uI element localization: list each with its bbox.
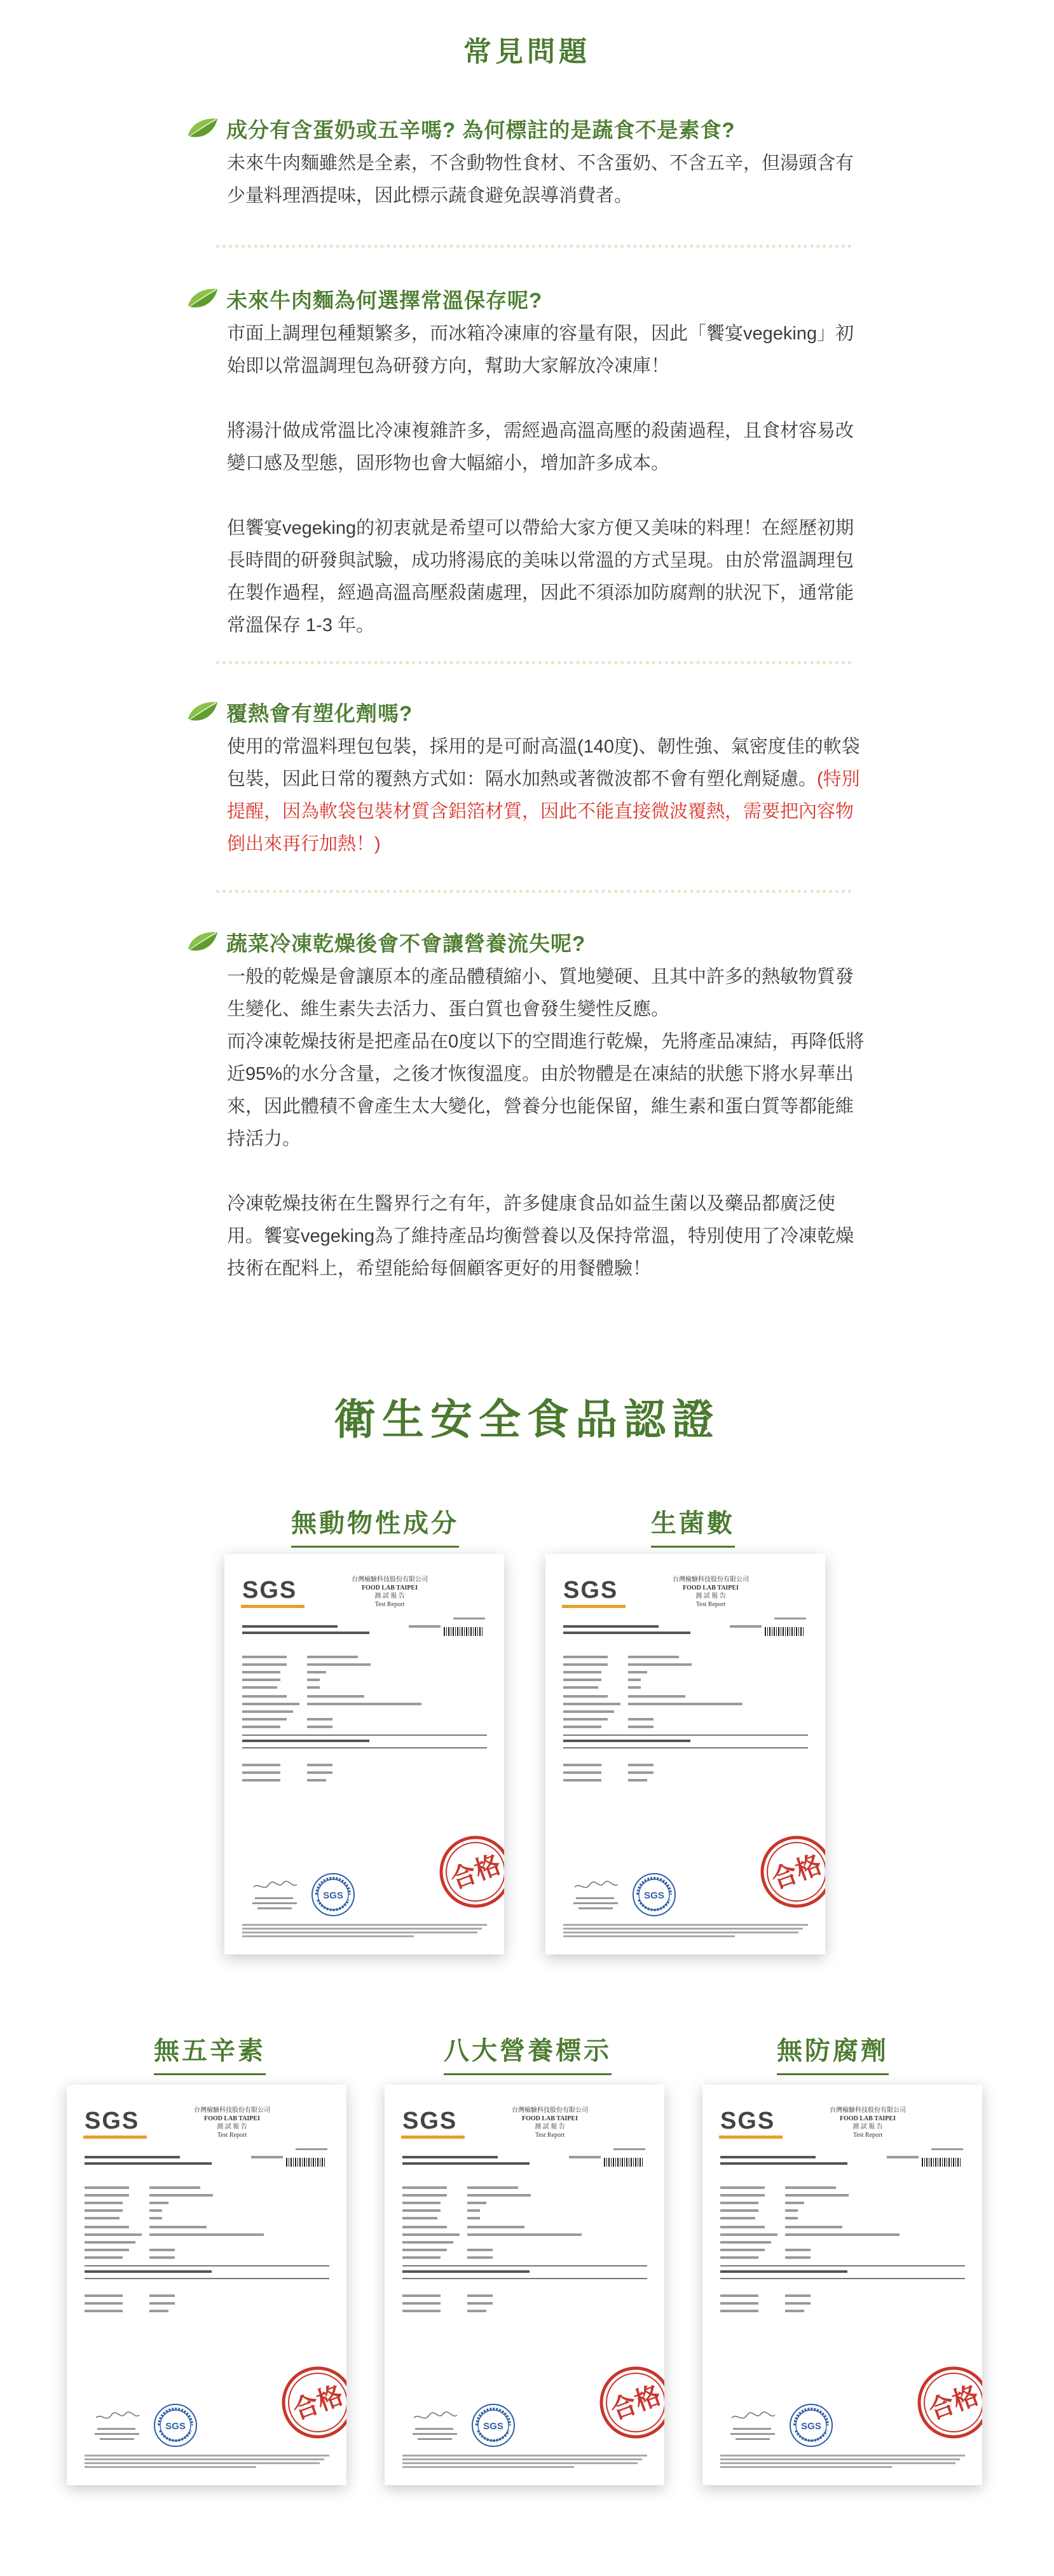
sgs-logo: SGS bbox=[242, 1577, 298, 1604]
report-barcode bbox=[604, 2158, 643, 2167]
report-divider bbox=[242, 1747, 487, 1748]
report-divider bbox=[85, 2265, 329, 2266]
report-field-value bbox=[628, 1671, 647, 1673]
report-field-label bbox=[402, 2294, 441, 2297]
report-barcode bbox=[286, 2158, 325, 2167]
report-field-value bbox=[467, 2249, 493, 2251]
report-field-value bbox=[467, 2226, 524, 2228]
report-text-line bbox=[563, 1740, 690, 1742]
report-text-line bbox=[85, 2156, 180, 2158]
sgs-logo-bar bbox=[241, 1605, 305, 1608]
report-text-line bbox=[251, 2156, 283, 2158]
faq-question: 覆熱會有塑化劑嗎? bbox=[226, 701, 413, 725]
report-divider bbox=[402, 2265, 647, 2266]
report-field-value bbox=[149, 2249, 175, 2251]
report-field-label bbox=[85, 2241, 135, 2244]
report-field-value bbox=[785, 2217, 798, 2219]
page-number-line bbox=[931, 2148, 963, 2150]
report-divider bbox=[85, 2278, 329, 2279]
report-field-label bbox=[85, 2302, 123, 2305]
report-field-label bbox=[242, 1779, 280, 1782]
dotted-divider bbox=[216, 890, 852, 893]
report-field-label bbox=[720, 2186, 765, 2189]
report-field-label bbox=[563, 1695, 608, 1698]
cert-label: 無動物性成分 bbox=[280, 1503, 470, 1548]
report-field-label bbox=[85, 2202, 123, 2204]
report-field-label bbox=[402, 2310, 441, 2312]
report-field-label bbox=[563, 1779, 601, 1782]
report-field-value bbox=[149, 2233, 264, 2236]
report-field-value bbox=[628, 1718, 654, 1721]
sgs-seal-icon bbox=[153, 2402, 198, 2448]
report-text-line bbox=[720, 2162, 847, 2165]
report-text-line bbox=[563, 1625, 659, 1628]
report-field-label bbox=[242, 1710, 293, 1713]
test-report-document-1[interactable] bbox=[224, 1554, 504, 1954]
report-text-line bbox=[85, 2270, 212, 2273]
report-field-value bbox=[149, 2202, 168, 2204]
report-field-label bbox=[242, 1718, 287, 1721]
report-field-label bbox=[563, 1686, 598, 1689]
faq-item-4 bbox=[183, 923, 876, 1285]
report-field-label bbox=[402, 2256, 441, 2259]
report-field-label bbox=[720, 2194, 765, 2197]
report-divider bbox=[563, 1734, 808, 1736]
report-field-label bbox=[85, 2209, 123, 2212]
faq-answer bbox=[227, 731, 869, 861]
report-field-value bbox=[149, 2256, 175, 2259]
svg-text:合格: 合格 bbox=[289, 2380, 347, 2426]
report-field-label bbox=[563, 1703, 620, 1705]
report-field-label bbox=[720, 2209, 758, 2212]
report-field-label bbox=[720, 2310, 758, 2312]
pass-stamp-icon bbox=[598, 2364, 664, 2441]
signature-image bbox=[250, 1878, 301, 1916]
report-footer bbox=[720, 2455, 965, 2470]
test-report-document-3[interactable] bbox=[67, 2085, 346, 2485]
report-field-value bbox=[785, 2194, 849, 2197]
report-field-value bbox=[785, 2233, 900, 2236]
report-field-value bbox=[307, 1771, 332, 1774]
report-field-label bbox=[402, 2302, 441, 2305]
faq-section-title: 常見問題 bbox=[463, 36, 591, 67]
report-field-label bbox=[563, 1718, 608, 1721]
faq-answer: 但饗宴vegeking的初衷就是希望可以帶給大家方便又美味的料理！在經歷初期長時間的研發與試驗，成功將湯底的美味以常溫的方式呈現。由於常溫調理包在製作過程，經過高溫高壓殺菌處理，因此不須添加防腐劑的狀況下，通常能常溫保存 1-3 年。 bbox=[227, 518, 854, 636]
report-field-label bbox=[242, 1695, 287, 1698]
report-field-value bbox=[307, 1671, 326, 1673]
report-field-label bbox=[242, 1771, 280, 1774]
report-field-value bbox=[307, 1686, 320, 1689]
report-text-line bbox=[720, 2270, 847, 2273]
report-text-line bbox=[720, 2156, 816, 2158]
sgs-seal-icon bbox=[631, 1872, 677, 1918]
svg-text:SGS: SGS bbox=[483, 2421, 503, 2432]
faq-question: 蔬菜冷凍乾燥後會不會讓營養流失呢? bbox=[226, 931, 586, 955]
report-field-value bbox=[467, 2256, 493, 2259]
report-text-line bbox=[242, 1632, 369, 1634]
report-text-line bbox=[887, 2156, 919, 2158]
report-barcode bbox=[922, 2158, 961, 2167]
leaf-icon bbox=[186, 700, 220, 724]
signature-image bbox=[571, 1878, 622, 1916]
report-field-value bbox=[467, 2186, 518, 2189]
faq-answer: 一般的乾燥是會讓原本的產品體積縮小、質地變硬、且其中許多的熱敏物質發生變化、維生素失去活力、蛋白質也會發生變性反應。 bbox=[227, 967, 854, 1019]
svg-text:SGS: SGS bbox=[801, 2421, 821, 2432]
faq-answer-text: 使用的常溫料理包包裝，採用的是可耐高溫(140度)、韌性強、氣密度佳的軟袋包裝，因此日常的覆熱方式如：隔水加熱或著微波都不會有塑化劑疑慮。 bbox=[227, 737, 860, 789]
report-field-label bbox=[85, 2226, 129, 2228]
report-text-line bbox=[563, 1632, 690, 1634]
page-number-line bbox=[774, 1618, 806, 1619]
page-number-line bbox=[296, 2148, 327, 2150]
report-field-value bbox=[307, 1718, 332, 1721]
report-field-value bbox=[307, 1663, 371, 1666]
sgs-seal-icon bbox=[788, 2402, 834, 2448]
report-field-label bbox=[85, 2233, 142, 2236]
report-field-label bbox=[402, 2202, 441, 2204]
report-field-label bbox=[563, 1726, 601, 1728]
report-field-label bbox=[563, 1663, 608, 1666]
report-field-label bbox=[402, 2226, 447, 2228]
report-field-label bbox=[242, 1703, 299, 1705]
report-field-value bbox=[785, 2209, 798, 2212]
report-field-value bbox=[307, 1726, 332, 1728]
sgs-seal-icon bbox=[310, 1872, 356, 1918]
report-field-label bbox=[242, 1663, 287, 1666]
report-field-label bbox=[402, 2209, 441, 2212]
report-field-label bbox=[402, 2249, 447, 2251]
report-field-label bbox=[720, 2202, 758, 2204]
report-field-label bbox=[85, 2249, 129, 2251]
faq-answer: 冷凍乾燥技術在生醫界行之有年，許多健康食品如益生菌以及藥品都廣泛使用。饗宴vegeking為了維持產品均衡營養以及保持常溫，特別使用了冷凍乾燥技術在配料上，希望能給每個顧客更好的用餐體驗！ bbox=[227, 1194, 854, 1279]
report-field-label bbox=[402, 2194, 447, 2197]
report-field-value bbox=[628, 1679, 641, 1681]
svg-text:合格: 合格 bbox=[606, 2380, 665, 2426]
svg-text:SGS: SGS bbox=[644, 1890, 664, 1901]
report-field-value bbox=[149, 2186, 200, 2189]
leaf-icon bbox=[186, 116, 220, 140]
report-field-value bbox=[467, 2302, 493, 2305]
report-field-value bbox=[149, 2217, 162, 2219]
report-field-label bbox=[402, 2217, 437, 2219]
warning-note: (特別提醒，因為軟袋包裝材質含鋁箔材質，因此不能直接微波覆熱，需要把內容物倒出來再行加熱！) bbox=[227, 769, 860, 854]
faq-question: 成分有含蛋奶或五辛嗎? 為何標註的是蔬食不是素食? bbox=[226, 118, 736, 142]
report-field-value bbox=[467, 2202, 486, 2204]
svg-text:合格: 合格 bbox=[446, 1849, 505, 1895]
leaf-icon bbox=[186, 287, 220, 311]
pass-stamp-icon bbox=[280, 2364, 346, 2441]
report-field-value bbox=[149, 2310, 168, 2312]
sgs-logo: SGS bbox=[85, 2108, 140, 2134]
report-field-value bbox=[307, 1764, 332, 1766]
report-footer bbox=[402, 2455, 647, 2470]
report-field-value bbox=[307, 1703, 421, 1705]
report-field-label bbox=[563, 1671, 601, 1673]
report-field-label bbox=[563, 1710, 614, 1713]
cert-label: 八大營養標示 bbox=[432, 2031, 623, 2075]
report-field-value bbox=[628, 1726, 654, 1728]
report-text-line bbox=[402, 2162, 530, 2165]
report-field-label bbox=[720, 2241, 771, 2244]
report-field-label bbox=[720, 2217, 755, 2219]
report-field-value bbox=[628, 1779, 647, 1782]
report-divider bbox=[242, 1734, 487, 1736]
report-field-value bbox=[628, 1695, 685, 1698]
report-divider bbox=[563, 1747, 808, 1748]
cert-label: 生菌數 bbox=[610, 1503, 776, 1548]
report-field-value bbox=[785, 2226, 842, 2228]
report-field-value bbox=[149, 2294, 175, 2297]
report-divider bbox=[402, 2278, 647, 2279]
pass-stamp-icon bbox=[758, 1834, 825, 1910]
report-field-value bbox=[628, 1764, 654, 1766]
report-footer bbox=[242, 1924, 487, 1939]
report-field-label bbox=[402, 2186, 447, 2189]
report-field-label bbox=[563, 1771, 601, 1774]
report-header: 台灣檢驗科技股份有限公司 FOOD LAB TAIPEI 測 試 報 告 Test Report bbox=[830, 2107, 906, 2139]
report-field-label bbox=[85, 2186, 129, 2189]
report-header: 台灣檢驗科技股份有限公司 FOOD LAB TAIPEI 測 試 報 告 Test Report bbox=[673, 1576, 749, 1608]
report-header: 台灣檢驗科技股份有限公司 FOOD LAB TAIPEI 測 試 報 告 Test Report bbox=[512, 2107, 588, 2139]
page-number-line bbox=[453, 1618, 485, 1619]
report-field-label bbox=[720, 2302, 758, 2305]
report-field-label bbox=[720, 2294, 758, 2297]
svg-text:合格: 合格 bbox=[924, 2380, 983, 2426]
report-field-value bbox=[785, 2256, 811, 2259]
report-field-label bbox=[85, 2256, 123, 2259]
report-field-value bbox=[628, 1771, 654, 1774]
report-text-line bbox=[409, 1625, 441, 1628]
report-field-value bbox=[785, 2202, 804, 2204]
report-field-value bbox=[785, 2302, 811, 2305]
report-field-value bbox=[467, 2194, 531, 2197]
report-field-label bbox=[720, 2226, 765, 2228]
report-text-line bbox=[730, 1625, 762, 1628]
sgs-logo-bar bbox=[401, 2136, 465, 2139]
report-text-line bbox=[85, 2162, 212, 2165]
report-text-line bbox=[242, 1625, 338, 1628]
report-field-value bbox=[628, 1703, 743, 1705]
report-footer bbox=[85, 2455, 329, 2470]
report-field-value bbox=[628, 1656, 679, 1658]
report-field-label bbox=[85, 2194, 129, 2197]
report-field-value bbox=[467, 2294, 493, 2297]
report-field-value bbox=[785, 2294, 811, 2297]
cert-section-title: 衛生安全食品認證 bbox=[334, 1397, 720, 1443]
report-field-label bbox=[720, 2233, 777, 2236]
dotted-divider bbox=[216, 661, 852, 664]
sgs-seal-icon bbox=[470, 2402, 516, 2448]
pass-stamp-icon bbox=[437, 1834, 504, 1910]
sgs-logo: SGS bbox=[720, 2108, 776, 2134]
report-field-value bbox=[467, 2310, 486, 2312]
report-field-value bbox=[785, 2249, 811, 2251]
report-text-line bbox=[402, 2156, 498, 2158]
cert-label: 無五辛素 bbox=[133, 2031, 286, 2075]
report-field-label bbox=[563, 1656, 608, 1658]
report-field-value bbox=[149, 2302, 175, 2305]
report-field-label bbox=[85, 2294, 123, 2297]
report-field-value bbox=[628, 1663, 692, 1666]
report-field-value bbox=[467, 2209, 480, 2212]
report-field-value bbox=[149, 2194, 213, 2197]
report-barcode bbox=[765, 1627, 804, 1636]
faq-answer: 市面上調理包種類繁多，而冰箱冷凍庫的容量有限，因此「饗宴vegeking」初始即以常溫調理包為研發方向，幫助大家解放冷凍庫！ bbox=[227, 324, 854, 376]
report-field-value bbox=[307, 1656, 358, 1658]
report-field-label bbox=[242, 1726, 280, 1728]
report-header: 台灣檢驗科技股份有限公司 FOOD LAB TAIPEI 測 試 報 告 Test Report bbox=[352, 1576, 428, 1608]
report-barcode bbox=[444, 1627, 483, 1636]
report-field-label bbox=[402, 2241, 453, 2244]
report-text-line bbox=[242, 1740, 369, 1742]
report-field-value bbox=[149, 2209, 162, 2212]
cert-label: 無防腐劑 bbox=[756, 2031, 909, 2075]
leaf-icon bbox=[186, 930, 220, 954]
report-field-label bbox=[720, 2249, 765, 2251]
report-text-line bbox=[402, 2270, 530, 2273]
dotted-divider bbox=[216, 245, 852, 248]
signature-image bbox=[92, 2409, 143, 2447]
report-field-value bbox=[785, 2186, 836, 2189]
sgs-logo-bar bbox=[83, 2136, 147, 2139]
svg-text:合格: 合格 bbox=[767, 1849, 826, 1895]
report-field-value bbox=[149, 2226, 207, 2228]
report-field-label bbox=[242, 1764, 280, 1766]
report-field-value bbox=[467, 2233, 582, 2236]
report-field-value bbox=[307, 1695, 364, 1698]
report-divider bbox=[720, 2278, 965, 2279]
faq-item-1 bbox=[183, 109, 876, 212]
report-field-label bbox=[242, 1656, 287, 1658]
report-field-label bbox=[85, 2217, 120, 2219]
report-field-value bbox=[628, 1686, 641, 1689]
sgs-logo-bar bbox=[719, 2136, 783, 2139]
report-header: 台灣檢驗科技股份有限公司 FOOD LAB TAIPEI 測 試 報 告 Test Report bbox=[194, 2107, 270, 2139]
test-report-document-2[interactable] bbox=[545, 1554, 825, 1954]
signature-image bbox=[728, 2409, 779, 2447]
faq-answer: 而冷凍乾燥技術是把產品在0度以下的空間進行乾燥，先將產品凍結，再降低將近95%的水分含量，之後才恢復溫度。由於物體是在凍結的狀態下將水昇華出來，因此體積不會產生太大變化，營養分也能保留，維生素和蛋白質等都能維持活力。 bbox=[227, 1032, 865, 1149]
report-field-label bbox=[563, 1679, 601, 1681]
test-report-document-5[interactable] bbox=[702, 2085, 982, 2485]
faq-answer: 未來牛肉麵雖然是全素，不含動物性食材、不含蛋奶、不含五辛，但湯頭含有少量料理酒提味，因此標示蔬食避免誤導消費者。 bbox=[227, 153, 854, 206]
report-field-value bbox=[307, 1779, 326, 1782]
pass-stamp-icon bbox=[915, 2364, 982, 2441]
report-field-value bbox=[785, 2310, 804, 2312]
report-field-label bbox=[402, 2233, 460, 2236]
faq-item-2 bbox=[183, 280, 876, 642]
faq-item-3 bbox=[183, 693, 876, 861]
sgs-logo-bar bbox=[562, 1605, 626, 1608]
sgs-logo: SGS bbox=[402, 2108, 458, 2134]
report-field-value bbox=[307, 1679, 320, 1681]
sgs-logo: SGS bbox=[563, 1577, 619, 1604]
report-field-label bbox=[242, 1671, 280, 1673]
report-divider bbox=[720, 2265, 965, 2266]
report-footer bbox=[563, 1924, 808, 1939]
report-field-label bbox=[563, 1764, 601, 1766]
report-field-label bbox=[85, 2310, 123, 2312]
report-text-line bbox=[569, 2156, 601, 2158]
faq-answer: 將湯汁做成常溫比冷凍複雜許多，需經過高溫高壓的殺菌過程，且食材容易改變口感及型態，固形物也會大幅縮小，增加許多成本。 bbox=[227, 421, 854, 474]
faq-question: 未來牛肉麵為何選擇常溫保存呢? bbox=[226, 288, 543, 312]
report-field-label bbox=[242, 1686, 277, 1689]
test-report-document-4[interactable] bbox=[385, 2085, 664, 2485]
svg-text:SGS: SGS bbox=[323, 1890, 343, 1901]
report-field-label bbox=[720, 2256, 758, 2259]
signature-image bbox=[410, 2409, 461, 2447]
report-field-label bbox=[242, 1679, 280, 1681]
report-field-value bbox=[467, 2217, 480, 2219]
page-number-line bbox=[613, 2148, 645, 2150]
svg-text:SGS: SGS bbox=[165, 2421, 186, 2432]
